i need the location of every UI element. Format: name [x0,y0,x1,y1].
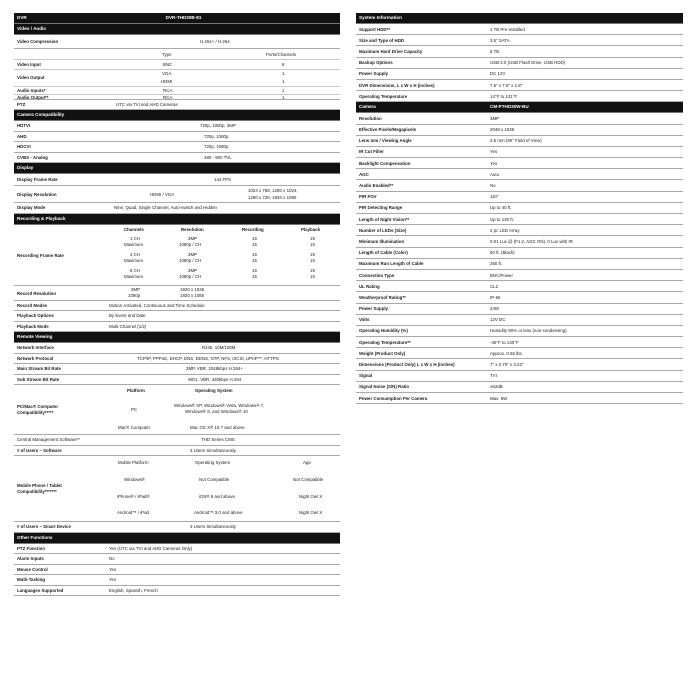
dvr-model: DVR-THD30B-81 [165,15,202,20]
mobile-app: Night Owl X [299,510,323,515]
cam-row [356,326,683,337]
video-output-type: VGA [162,71,172,76]
row-label: Sub Stream Bit Rate [17,376,60,382]
row-value: 3.6 mm (80° Field of View) [490,138,542,144]
cam-row [356,113,683,124]
row-label: Support HDD** [359,26,390,32]
row-label: AGC [359,171,369,177]
row-label: Connection Type [359,272,395,278]
cam-row [356,348,683,359]
row-network-protocol [14,354,340,365]
cam-row [356,147,683,158]
row-value: Approx. 0.65 lbs. [490,350,523,356]
cam-row [356,136,683,147]
sys-row [356,80,683,91]
video-output-label: Video Output [17,75,45,80]
group-rec: 15 [252,235,257,241]
section-video-audio [14,24,340,35]
row-label: Operating Temperature [359,93,408,99]
col-header-type: Type [162,52,172,57]
row-value: TCP/IP, PPPoE, DHCP, DNS, DDNS, NTP, NFS, iSCSI, UPnP™, HTTPS [137,355,279,361]
row-value: Multi-Channel (1/2) [109,323,147,329]
group-pb: 15 [310,241,315,247]
cam-row [356,225,683,236]
col-header-recording: Recording [242,226,264,232]
os-mac: Mac OS X® 10.7 and above [190,425,245,430]
audio-inputs-type: RCA [163,87,173,93]
row-label: Maximum Hard Drive Capacity [359,48,423,54]
row-value: 3MP [490,115,500,121]
row-type: HDMI / VGA [150,191,175,197]
row-label: Compatibility***** [17,410,54,415]
cam-row [356,192,683,203]
sys-row [356,35,683,46]
cam-row [356,371,683,382]
mobile-app: Night Owl X [299,494,323,499]
section-camera-compatibility [14,110,340,121]
row-value: 3MP [131,287,141,292]
row-value: USB 2.0 (USB Flash Drive, USB HDD) [490,60,566,66]
row-label: Alarm Inputs [17,556,44,561]
section-title: Other Functions [17,534,53,540]
system-camera-spec-table [356,13,683,404]
row-value: Humidity 90% or less (non-condensing) [490,328,567,334]
cam-row [356,382,683,393]
camera-model: CM-PTHD30W-BU [490,104,529,110]
row-value: H.264+ / H.264 [200,38,230,44]
row-value: ≥62dB [490,384,503,390]
row-value: 720p, 1080p [204,144,229,149]
row-value: 6 TB [490,48,500,54]
cam-row [356,125,683,136]
cam-row [356,337,683,348]
row-value: 3MP, VBR, 2048kbps H.264+ [186,366,243,371]
dvr-spec-table [14,13,340,596]
row-value: 1920 x 1536 [180,287,205,292]
cam-row [356,180,683,191]
row-label: Lens mm / Viewing Angle [359,138,412,144]
row-value: 260 ft. [490,261,503,267]
row-label: Mouse Control [17,566,48,572]
video-output-type: HDMI [161,78,173,84]
row-network-interface [14,343,340,354]
row-label: PTZ [17,101,26,107]
row-label: Video Compression [17,38,59,44]
mobile-platform: Android™ / iPad [117,510,149,515]
cam-row [356,236,683,247]
row-languages [14,586,340,597]
group-channels: 4 CH [130,251,141,257]
cam-row [356,359,683,370]
group-res: 1080p / CH [179,257,202,263]
row-hdtvi [14,121,340,132]
row-label: Multi-Tasking [17,577,45,582]
row-label: PC/Mac® Computer [17,404,59,409]
col-header-platform: Mobile Platform [118,460,149,465]
row-value: IP-66 [490,294,501,300]
row-label: Weatherproof Rating** [359,294,406,300]
row-label: Display Resolution [17,191,57,197]
row-value: CL2 [490,283,499,289]
row-value: -40°F to 140°F [490,339,519,345]
cam-row [356,292,683,303]
row-value: UTC via TVI and AHD Cameras [116,101,178,107]
col-header-os: Operating System [195,460,231,465]
row-cms [14,435,340,446]
cam-row [356,203,683,214]
video-output-ports: 1 [282,71,285,76]
group-max: Maximum [124,257,144,263]
row-recording-frame-rate [14,225,340,286]
section-camera [356,102,683,113]
row-value: 3 Users Simultaneously [190,447,237,453]
row-value: 1920 x 1080 [180,293,205,298]
row-display-resolution [14,186,340,203]
cam-row [356,214,683,225]
row-value: 1080p [128,293,141,298]
section-other-functions [14,533,340,544]
video-input-label: Video Input [17,62,41,67]
row-value: Yes [109,577,117,582]
group-channels: 8 CH [130,267,141,273]
row-value: 1280 x 720, 1920 x 1080 [248,194,297,200]
row-display-frame-rate [14,174,340,186]
row-mobile-compat [14,456,340,522]
row-mouse-control [14,565,340,576]
row-value: No [109,556,115,561]
row-label: Operating Temperature** [359,339,411,345]
row-value: 7.5" x 7.8" x 1.8" [490,82,523,88]
row-value: Up to 40 ft. [490,205,512,211]
row-label: Power Supply [359,306,389,312]
row-label: CVBS - Analog [17,154,48,160]
row-label: IR Cut Filter [359,149,384,155]
row-value: Nine, Quad, Single Channel, Auto-switch and Hidden [114,205,217,210]
row-value: BNC/Power [490,272,513,278]
row-value: 2048 x 1536 [490,127,515,133]
row-video-compression [14,35,340,49]
group-rec: 15 [252,241,257,247]
row-value: Yes [490,160,498,166]
section-display [14,163,340,174]
audio-inputs-ports: 1 [282,87,285,93]
row-ptz [14,100,340,110]
row-value: Yes [490,149,498,155]
row-value: 1024 x 768, 1280 x 1024, [248,188,298,193]
section-remote-viewing [14,332,340,343]
row-value: 60 ft. (Black) [490,250,515,256]
row-label: Signal Noise (S/N) Ratio [359,384,410,390]
row-record-resolution [14,286,340,301]
row-hdcvi [14,142,340,153]
platform-pc: PC [131,407,138,412]
row-label: Minimum Illumination [359,238,405,244]
row-value: Max. 5W [490,395,508,401]
cam-row [356,169,683,180]
row-label: Volts [359,317,370,323]
row-label: UL Rating [359,283,380,289]
row-label: HDCVI [17,144,31,149]
sys-row [356,91,683,102]
row-value: 1 TB Pre-installed [490,26,525,32]
group-pb: 15 [310,267,315,273]
row-value: 3.5" SATA [490,37,510,43]
dvr-header-label: DVR [17,15,27,20]
row-cvbs [14,153,340,164]
group-max: Maximum [124,241,144,247]
row-label: HDTVI [17,123,31,128]
row-label: Audio Enabled** [359,183,394,189]
section-title: System Information [359,15,402,20]
row-display-mode [14,203,340,214]
cam-row [356,393,683,404]
row-value: Motion Activated, Continuous and Time Schedule [109,302,205,308]
os-pc: Windows® 8, and Windows® 10 [185,409,248,414]
row-multi-tasking [14,575,340,586]
row-ptz-function [14,544,340,555]
dvr-header [14,13,340,24]
video-input-ports: 8 [282,62,285,67]
mobile-platform: iPhone® / iPad® [117,494,150,499]
mobile-app: Not Compatible [293,477,324,482]
audio-inputs-label: Audio Inputs* [17,87,46,93]
cam-row [356,259,683,270]
audio-output-label: Audio Output** [17,94,49,100]
row-label: Compatibility******* [17,489,57,494]
row-label: Display Frame Rate [17,177,58,182]
group-rec: 15 [252,267,257,273]
row-playback-options [14,311,340,322]
row-label: AHD [17,133,27,139]
mobile-os: iOS® 9 and above [199,494,235,499]
row-value: 0.01 Lux @ (F1.2, AGC ON), 0 Lux with IR [490,238,573,244]
row-label: Languages Supported [17,587,64,593]
cam-row [356,281,683,292]
row-value: 24W [490,306,500,312]
row-label: Operating Humidity (%) [359,328,408,334]
group-pb: 15 [310,273,315,279]
section-system-information [356,13,683,24]
cam-row [356,158,683,169]
row-label: Resolution [359,115,382,121]
row-value: 480 - 900 TVL [204,154,232,160]
row-value: 3 Users Simultaneously [190,524,237,529]
section-title: Remote Viewing [17,334,53,339]
row-label: Power Supply [359,71,389,77]
video-output-ports: 1 [282,78,285,84]
cam-row [356,248,683,259]
col-header-app: App [303,460,311,465]
row-label: Record Resolution [17,290,57,296]
row-value: WD1, VBR, 320kbps H.264 [188,376,242,382]
audio-output-type: RCA [163,94,173,100]
video-input-type: BNC [163,62,173,67]
group-channels: 1 CH [130,235,141,241]
platform-mac: Mac® Computer [118,425,151,430]
row-value: No [490,183,496,189]
col-header-playback: Playback [301,226,321,232]
section-title: Camera [359,104,376,110]
group-res: 3MP [188,235,198,241]
col-header-channels: Channels [124,226,144,232]
cam-row [356,315,683,326]
group-res: 1080p / CH [179,273,202,279]
os-pc: Windows® XP, Windows® Vista, Windows® 7, [174,403,265,408]
group-pb: 15 [310,235,315,241]
section-title: Camera Compatibility [17,112,65,117]
row-value: RJ45, 10M/100M [202,345,236,350]
row-value: Yes (UTC via TVI and AHD Cameras Only) [109,545,193,551]
row-value: Up to 130 ft. [490,216,514,222]
row-value: TVI [490,373,497,379]
row-label: Maximum Run Length of Cable [359,261,424,267]
row-value: Yes [109,566,117,572]
row-main-stream [14,364,340,375]
row-label: # of Users – Software [17,447,62,453]
row-label: Display Mode [17,205,46,210]
sys-row [356,69,683,80]
group-max: Maximum [124,273,144,279]
group-pb: 15 [310,257,315,263]
group-pb: 15 [310,251,315,257]
row-label: PIR FOV [359,194,377,200]
row-label: Size and Type of HDD [359,37,405,43]
mobile-os: Android™ 3.0 and above [194,510,243,515]
group-rec: 15 [252,251,257,257]
row-label: Mobile Phone / Tablet [17,483,62,488]
section-title: Display [17,165,34,170]
row-users-smart [14,522,340,533]
row-ahd [14,132,340,143]
section-title: Video / Audio [17,26,47,31]
group-res: 1080p / CH [179,241,202,247]
row-label: Playback Mode [17,323,49,329]
row-label: PTZ Function [17,545,46,551]
row-label: # of Users – Smart Device [17,524,71,529]
group-rec: 15 [252,257,257,263]
row-label: Dimensions (Product Only) L x W x H (inches) [359,362,455,368]
row-label: Length of Night Vision** [359,216,410,222]
row-users-software [14,446,340,457]
cam-row [356,304,683,315]
row-label: Backlight Compensation [359,160,411,166]
col-header-resolution: Resolution [181,226,204,232]
row-value: 144 FPS [214,177,232,182]
row-value: 2 pc LED Array [490,227,520,233]
row-label: Length of Cable (Color) [359,250,408,256]
row-label: Record Modes [17,302,48,308]
row-label: Backup Options [359,60,393,66]
row-label: PIR Detecting Range [359,205,403,211]
row-value: 14°F to 131°F [490,93,518,99]
mobile-platform: Windows® [124,477,146,482]
sys-row [356,46,683,57]
row-label: Effective Pixels/Megapixels [359,127,417,133]
group-rec: 15 [252,273,257,279]
col-header-ports: Ports/Channels [266,52,297,57]
mobile-os: Not Compatible [199,477,230,482]
group-res: 3MP [188,251,198,257]
row-value: 110° [490,194,499,200]
cam-row [356,270,683,281]
col-header-platform: Platform [127,388,145,393]
row-playback-mode [14,322,340,333]
row-value: 7" x 2.79" x 3.23" [490,362,524,368]
row-value: English, Spanish, French [109,587,158,593]
group-res: 3MP [188,267,198,273]
row-label: Network Interface [17,345,54,350]
row-label: Weight (Product Only) [359,350,406,356]
section-title: Recording & Playback [17,215,66,221]
row-value: 12V DC [490,317,506,323]
row-label: DVR Dimensions, L x W x H (inches) [359,82,435,88]
row-av-io [14,49,340,100]
audio-output-ports: 1 [282,94,285,100]
section-recording-playback [14,214,340,225]
row-value: Auto [490,171,500,177]
row-label: Central Management Software** [17,437,80,442]
row-label: Number of LEDs (Size) [359,227,407,233]
row-label: Power Consumption Per Camera [359,395,428,401]
row-value: THD Series CMS [201,437,235,442]
sys-row [356,58,683,69]
row-record-modes [14,301,340,312]
row-alarm-inputs [14,554,340,565]
row-value: 720p, 1080p, 3MP [200,123,236,128]
row-pc-mac-compat [14,385,340,435]
row-sub-stream [14,375,340,386]
row-value: By Event and Date [109,313,146,318]
row-label: Network Protocol [17,355,54,361]
row-value: 720p, 1080p [204,133,229,139]
row-label: Playback Options [17,313,54,318]
row-label: Main Stream Bit Rate [17,366,61,371]
row-label: Recording Frame Rate [17,252,64,258]
col-header-os: Operating System [195,388,233,393]
row-label: Signal [359,373,373,379]
row-value: DC 12V [490,71,506,77]
sys-row [356,24,683,35]
